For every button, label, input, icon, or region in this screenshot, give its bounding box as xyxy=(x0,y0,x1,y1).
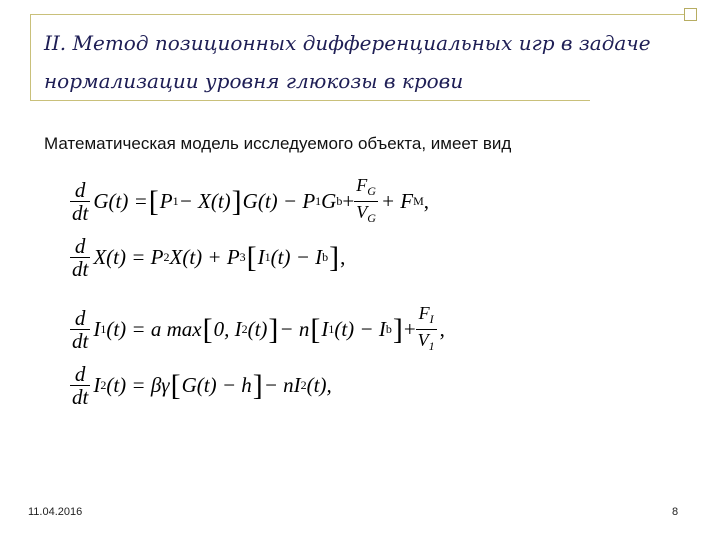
fraction-fi-v1: $\frac{F_I}{V_1}$ xyxy=(416,303,437,356)
page-number: 8 xyxy=(672,506,679,518)
slide-title: II. Метод позиционных дифференциальных игр в задаче нормализации уровня глюкозы в крови xyxy=(44,31,651,93)
derivative-operator: $\frac{d}{dt}$ xyxy=(72,234,89,281)
equation-insulin-2: $\frac{d}{dt}$ I 2 (t) = βγ [ G(t) − h ] − nI 2 (t), xyxy=(72,362,332,409)
equation-insulin-action: $\frac{d}{dt}$ X(t) = P 2 X(t) + P 3 [ I 1 (t) − I b ] , xyxy=(72,234,346,281)
footer-date: 11.04.2016 xyxy=(28,506,83,518)
slide-subtitle: Математическая модель исследуемого объекта, имеет вид xyxy=(44,134,512,153)
title-underline xyxy=(30,100,590,101)
equation-insulin-1: $\frac{d}{dt}$ I 1 (t) = a max [ 0, I 2 (t) ] − n [ I 1 (t) − I b ] + $\frac{F_I}{V_1}$ , xyxy=(70,303,445,356)
derivative-operator: $\frac{d}{dt}$ xyxy=(72,306,89,353)
equation-glucose: $\frac{d}{dt}$ G(t) = [ P 1 − X(t) ] G(t) − P 1 G b + $\frac{F_G}{V_G}$ + F M , xyxy=(70,175,429,228)
frame-top-line xyxy=(30,14,694,15)
derivative-operator: $\frac{d}{dt}$ xyxy=(72,178,89,225)
frame-left-line xyxy=(30,14,31,100)
derivative-operator: $\frac{d}{dt}$ xyxy=(72,362,89,409)
frame-corner-square xyxy=(684,8,697,21)
fraction-fg-vg: $\frac{F_G}{V_G}$ xyxy=(354,175,378,228)
